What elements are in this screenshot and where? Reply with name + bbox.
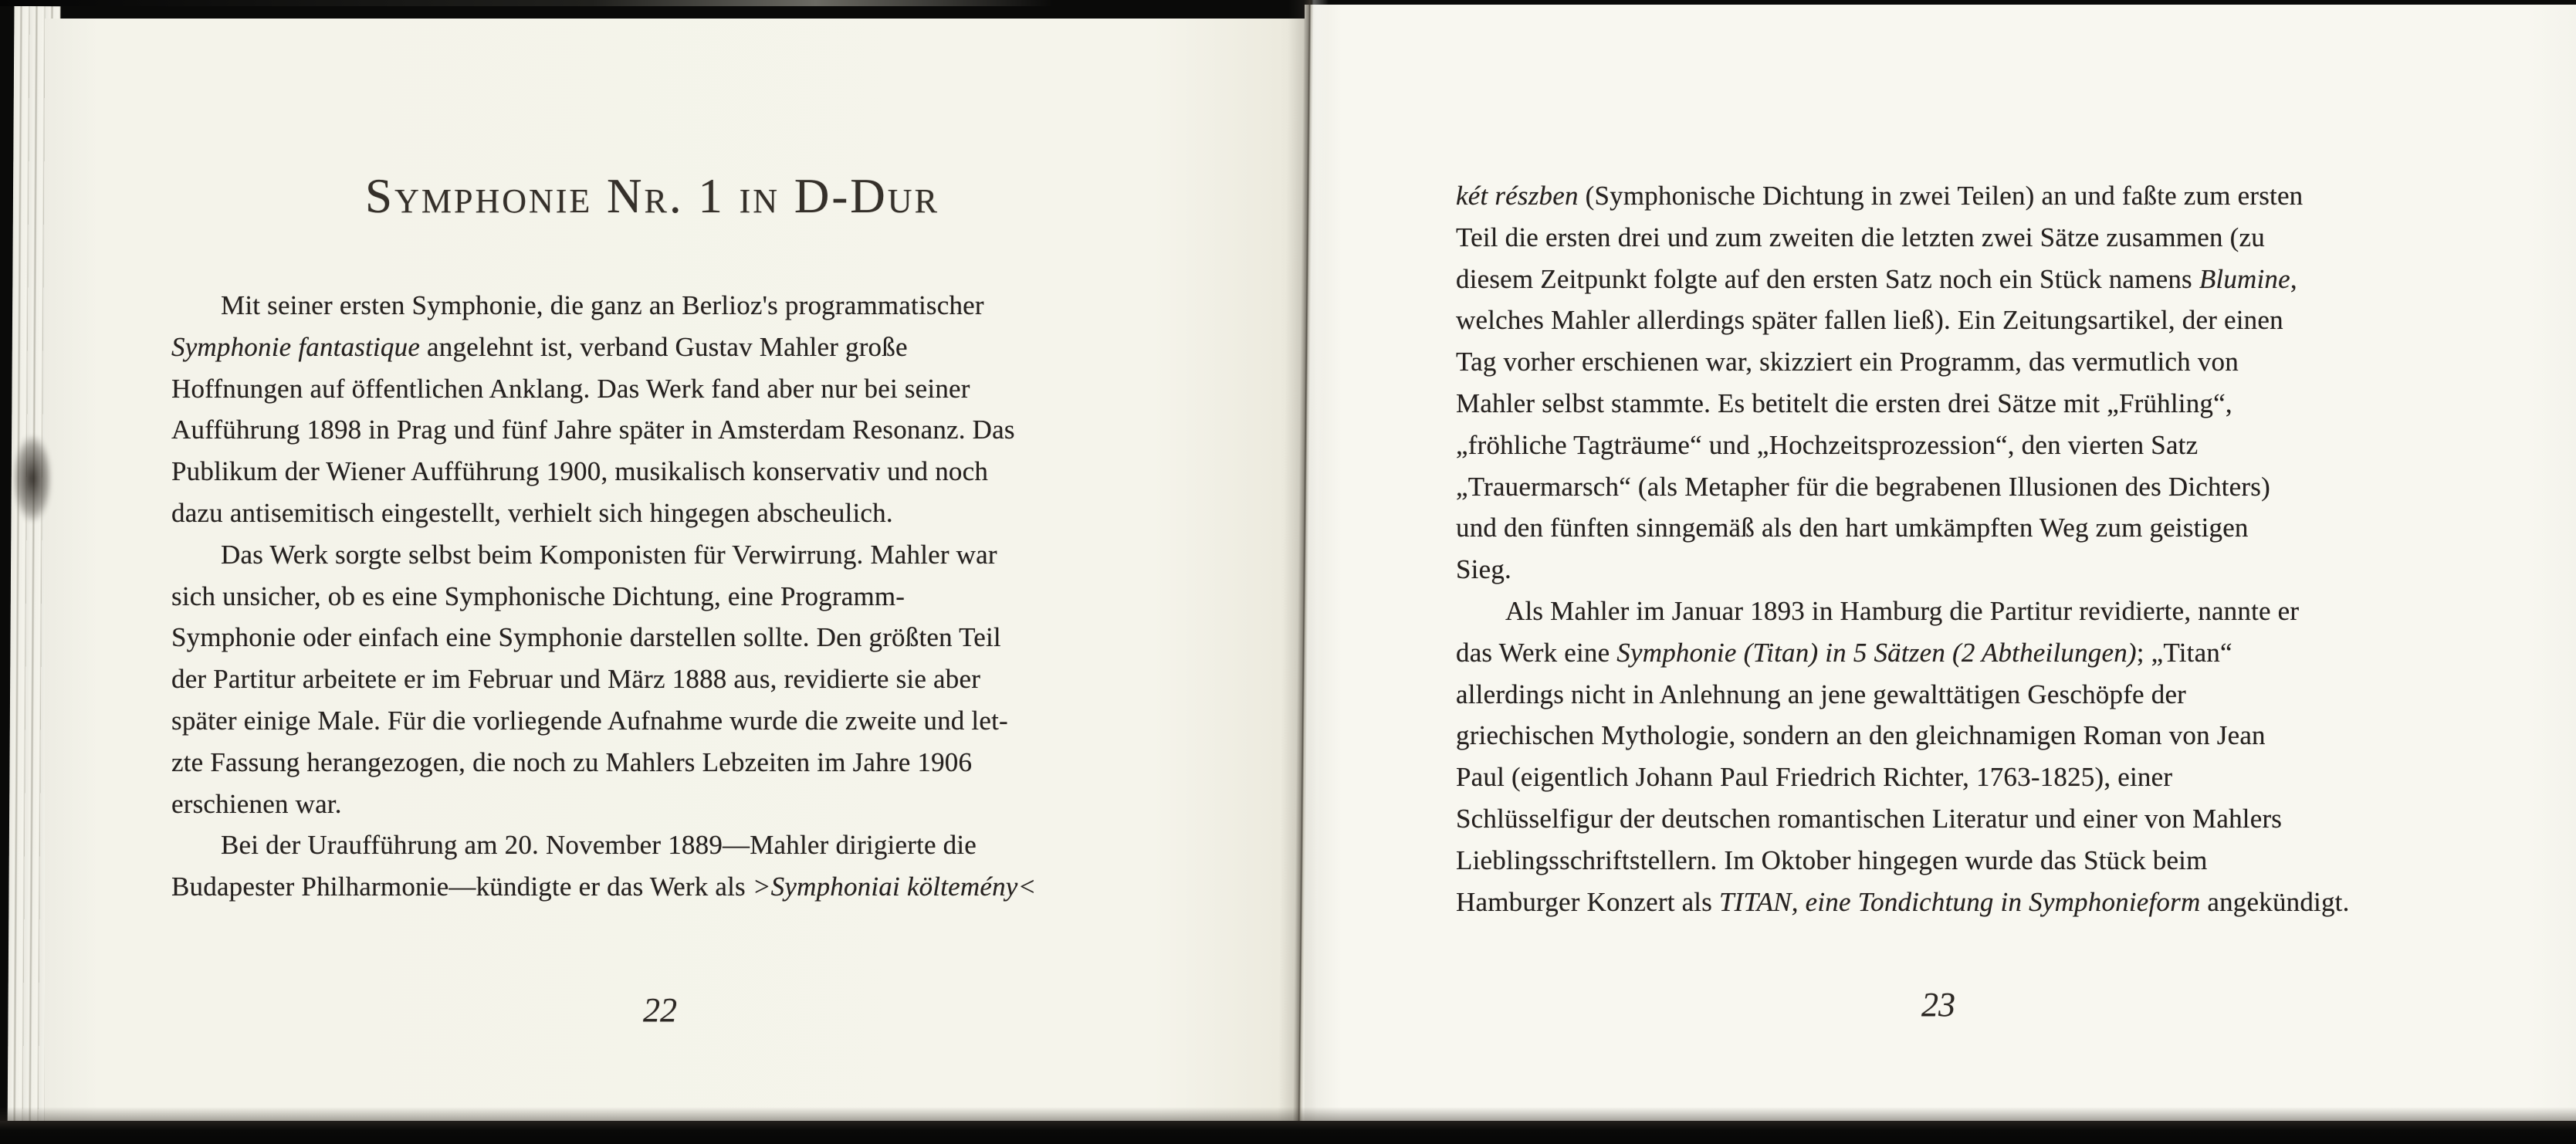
- text-run: der Partitur arbeitete er im Februar und März 1888 aus, revidierte sie aber: [171, 664, 981, 695]
- text-run: Hamburger Konzert als: [1456, 886, 1720, 917]
- text-run: Mit seiner ersten Symphonie, die ganz an Berlioz's programmatischer: [221, 290, 984, 320]
- text-run: Hoffnungen auf öffentlichen Anklang. Das Werk fand aber nur bei seiner: [171, 373, 970, 404]
- page-bottom-shadow: [0, 1107, 2576, 1122]
- text-line: [171, 534, 1152, 576]
- text-line: [171, 700, 1152, 742]
- left-page-text: [171, 285, 1152, 908]
- text-run: Bei der Uraufführung am 20. November 1889—Mahler dirigierte die: [221, 830, 977, 861]
- italic-text-run: Symphonie (Titan) in 5 Sätzen (2 Abtheilungen): [1616, 637, 2137, 668]
- text-line: [1456, 175, 2444, 217]
- text-line: [171, 866, 1152, 908]
- text-run: Als Mahler im Januar 1893 in Hamburg die Partitur revidierte, nannte er: [1505, 595, 2300, 626]
- text-run: diesem Zeitpunkt folgte auf den ersten Satz noch ein Stück namens: [1456, 263, 2199, 294]
- text-run: später einige Male. Für die vorliegende Aufnahme wurde die zweite und let-: [171, 705, 1008, 736]
- chapter-title: Symphonie Nr. 1 in D-Dur: [365, 169, 939, 223]
- text-run: Aufführung 1898 in Prag und fünf Jahre später in Amsterdam Resonanz. Das: [171, 415, 1015, 445]
- text-line: [1456, 715, 2444, 756]
- scanner-top-edge: [0, 0, 1316, 6]
- text-line: [1456, 383, 2444, 425]
- text-line: [171, 451, 1152, 492]
- text-run: sich unsicher, ob es eine Symphonische Dichtung, eine Programm-: [171, 580, 905, 611]
- text-run: das Werk eine: [1456, 637, 1617, 668]
- text-line: [171, 285, 1152, 327]
- page-number-right: 23: [1921, 986, 1955, 1024]
- text-line: [1456, 632, 2444, 674]
- text-line: [1456, 259, 2444, 300]
- text-line: [1456, 674, 2444, 716]
- scan-smudge: [14, 436, 51, 521]
- text-run: (Symphonische Dichtung in zwei Teilen) an und faßte zum ersten: [1578, 181, 2304, 211]
- text-line: [171, 576, 1152, 618]
- text-line: [171, 617, 1152, 658]
- text-line: [1456, 466, 2444, 508]
- text-run: Publikum der Wiener Aufführung 1900, musikalisch konservativ und noch: [171, 456, 989, 487]
- text-line: [1456, 549, 2444, 591]
- text-run: Symphonie oder einfach eine Symphonie darstellen sollte. Den größten Teil: [171, 622, 1001, 653]
- text-run: Mahler selbst stammte. Es betitelt die ersten drei Sätze mit „Frühling“,: [1456, 388, 2232, 418]
- text-run: „Trauermarsch“ (als Metapher für die begrabenen Illusionen des Dichters): [1456, 471, 2270, 502]
- text-line: [1456, 591, 2444, 632]
- italic-text-run: két részben: [1456, 181, 1579, 211]
- text-line: [1456, 882, 2444, 923]
- italic-text-run: TITAN, eine Tondichtung in Symphonieform: [1719, 886, 2201, 917]
- text-line: [1456, 798, 2444, 840]
- text-run: zte Fassung herangezogen, die noch zu Mahlers Lebzeiten im Jahre 1906: [171, 746, 973, 777]
- text-run: angelehnt ist, verband Gustav Mahler große: [420, 331, 908, 362]
- text-line: [171, 658, 1152, 700]
- text-line: [1456, 341, 2444, 383]
- text-run: dazu antisemitisch eingestellt, verhielt sich hingegen abscheulich.: [171, 497, 893, 528]
- text-run: Tag vorher erschienen war, skizziert ein Programm, das vermutlich von: [1456, 347, 2239, 377]
- text-run: angekündigt.: [2200, 886, 2350, 917]
- text-line: [1456, 840, 2444, 882]
- text-line: [171, 824, 1152, 866]
- italic-text-run: Symphonie fantastique: [171, 331, 421, 362]
- text-line: [171, 784, 1152, 825]
- scanner-bottom-edge: [0, 1121, 2576, 1144]
- text-line: [171, 742, 1152, 784]
- italic-text-run: Blumine: [2199, 263, 2290, 294]
- text-line: [171, 492, 1152, 534]
- text-run: Lieblingsschriftstellern. Im Oktober hingegen wurde das Stück beim: [1456, 844, 2208, 875]
- text-line: [1456, 756, 2444, 798]
- text-line: [171, 409, 1152, 451]
- text-run: „fröhliche Tagträume“ und „Hochzeitsprozession“, den vierten Satz: [1456, 429, 2199, 460]
- text-run: Budapester Philharmonie—kündigte er das Werk als: [171, 872, 753, 902]
- text-run: ,: [2290, 263, 2297, 294]
- text-run: und den fünften sinngemäß als den hart umkämpften Weg zum geistigen: [1456, 513, 2249, 543]
- italic-text-run: >Symphoniai költemény<: [752, 872, 1037, 902]
- text-line: [1456, 217, 2444, 259]
- text-run: Das Werk sorgte selbst beim Komponisten für Verwirrung. Mahler war: [221, 539, 997, 570]
- text-line: [171, 327, 1152, 368]
- text-run: griechischen Mythologie, sondern an den gleichnamigen Roman von Jean: [1456, 720, 2266, 751]
- text-run: Teil die ersten drei und zum zweiten die letzten zwei Sätze zusammen (zu: [1456, 222, 2265, 252]
- text-run: Sieg.: [1456, 554, 1511, 585]
- text-run: erschienen war.: [171, 788, 342, 819]
- text-run: welches Mahler allerdings später fallen ließ). Ein Zeitungsartikel, der einen: [1456, 305, 2283, 336]
- text-line: [1456, 507, 2444, 549]
- text-run: ; „Titan“: [2136, 637, 2232, 668]
- text-run: Paul (eigentlich Johann Paul Friedrich Richter, 1763-1825), einer: [1456, 762, 2173, 793]
- text-line: [171, 368, 1152, 410]
- right-page-text: [1456, 175, 2444, 922]
- text-run: allerdings nicht in Anlehnung an jene gewalttätigen Geschöpfe der: [1456, 679, 2187, 709]
- text-run: Schlüsselfigur der deutschen romantischen Literatur und einer von Mahlers: [1456, 803, 2283, 834]
- page-number-left: 22: [643, 991, 677, 1029]
- text-line: [1456, 300, 2444, 341]
- text-line: [1456, 425, 2444, 466]
